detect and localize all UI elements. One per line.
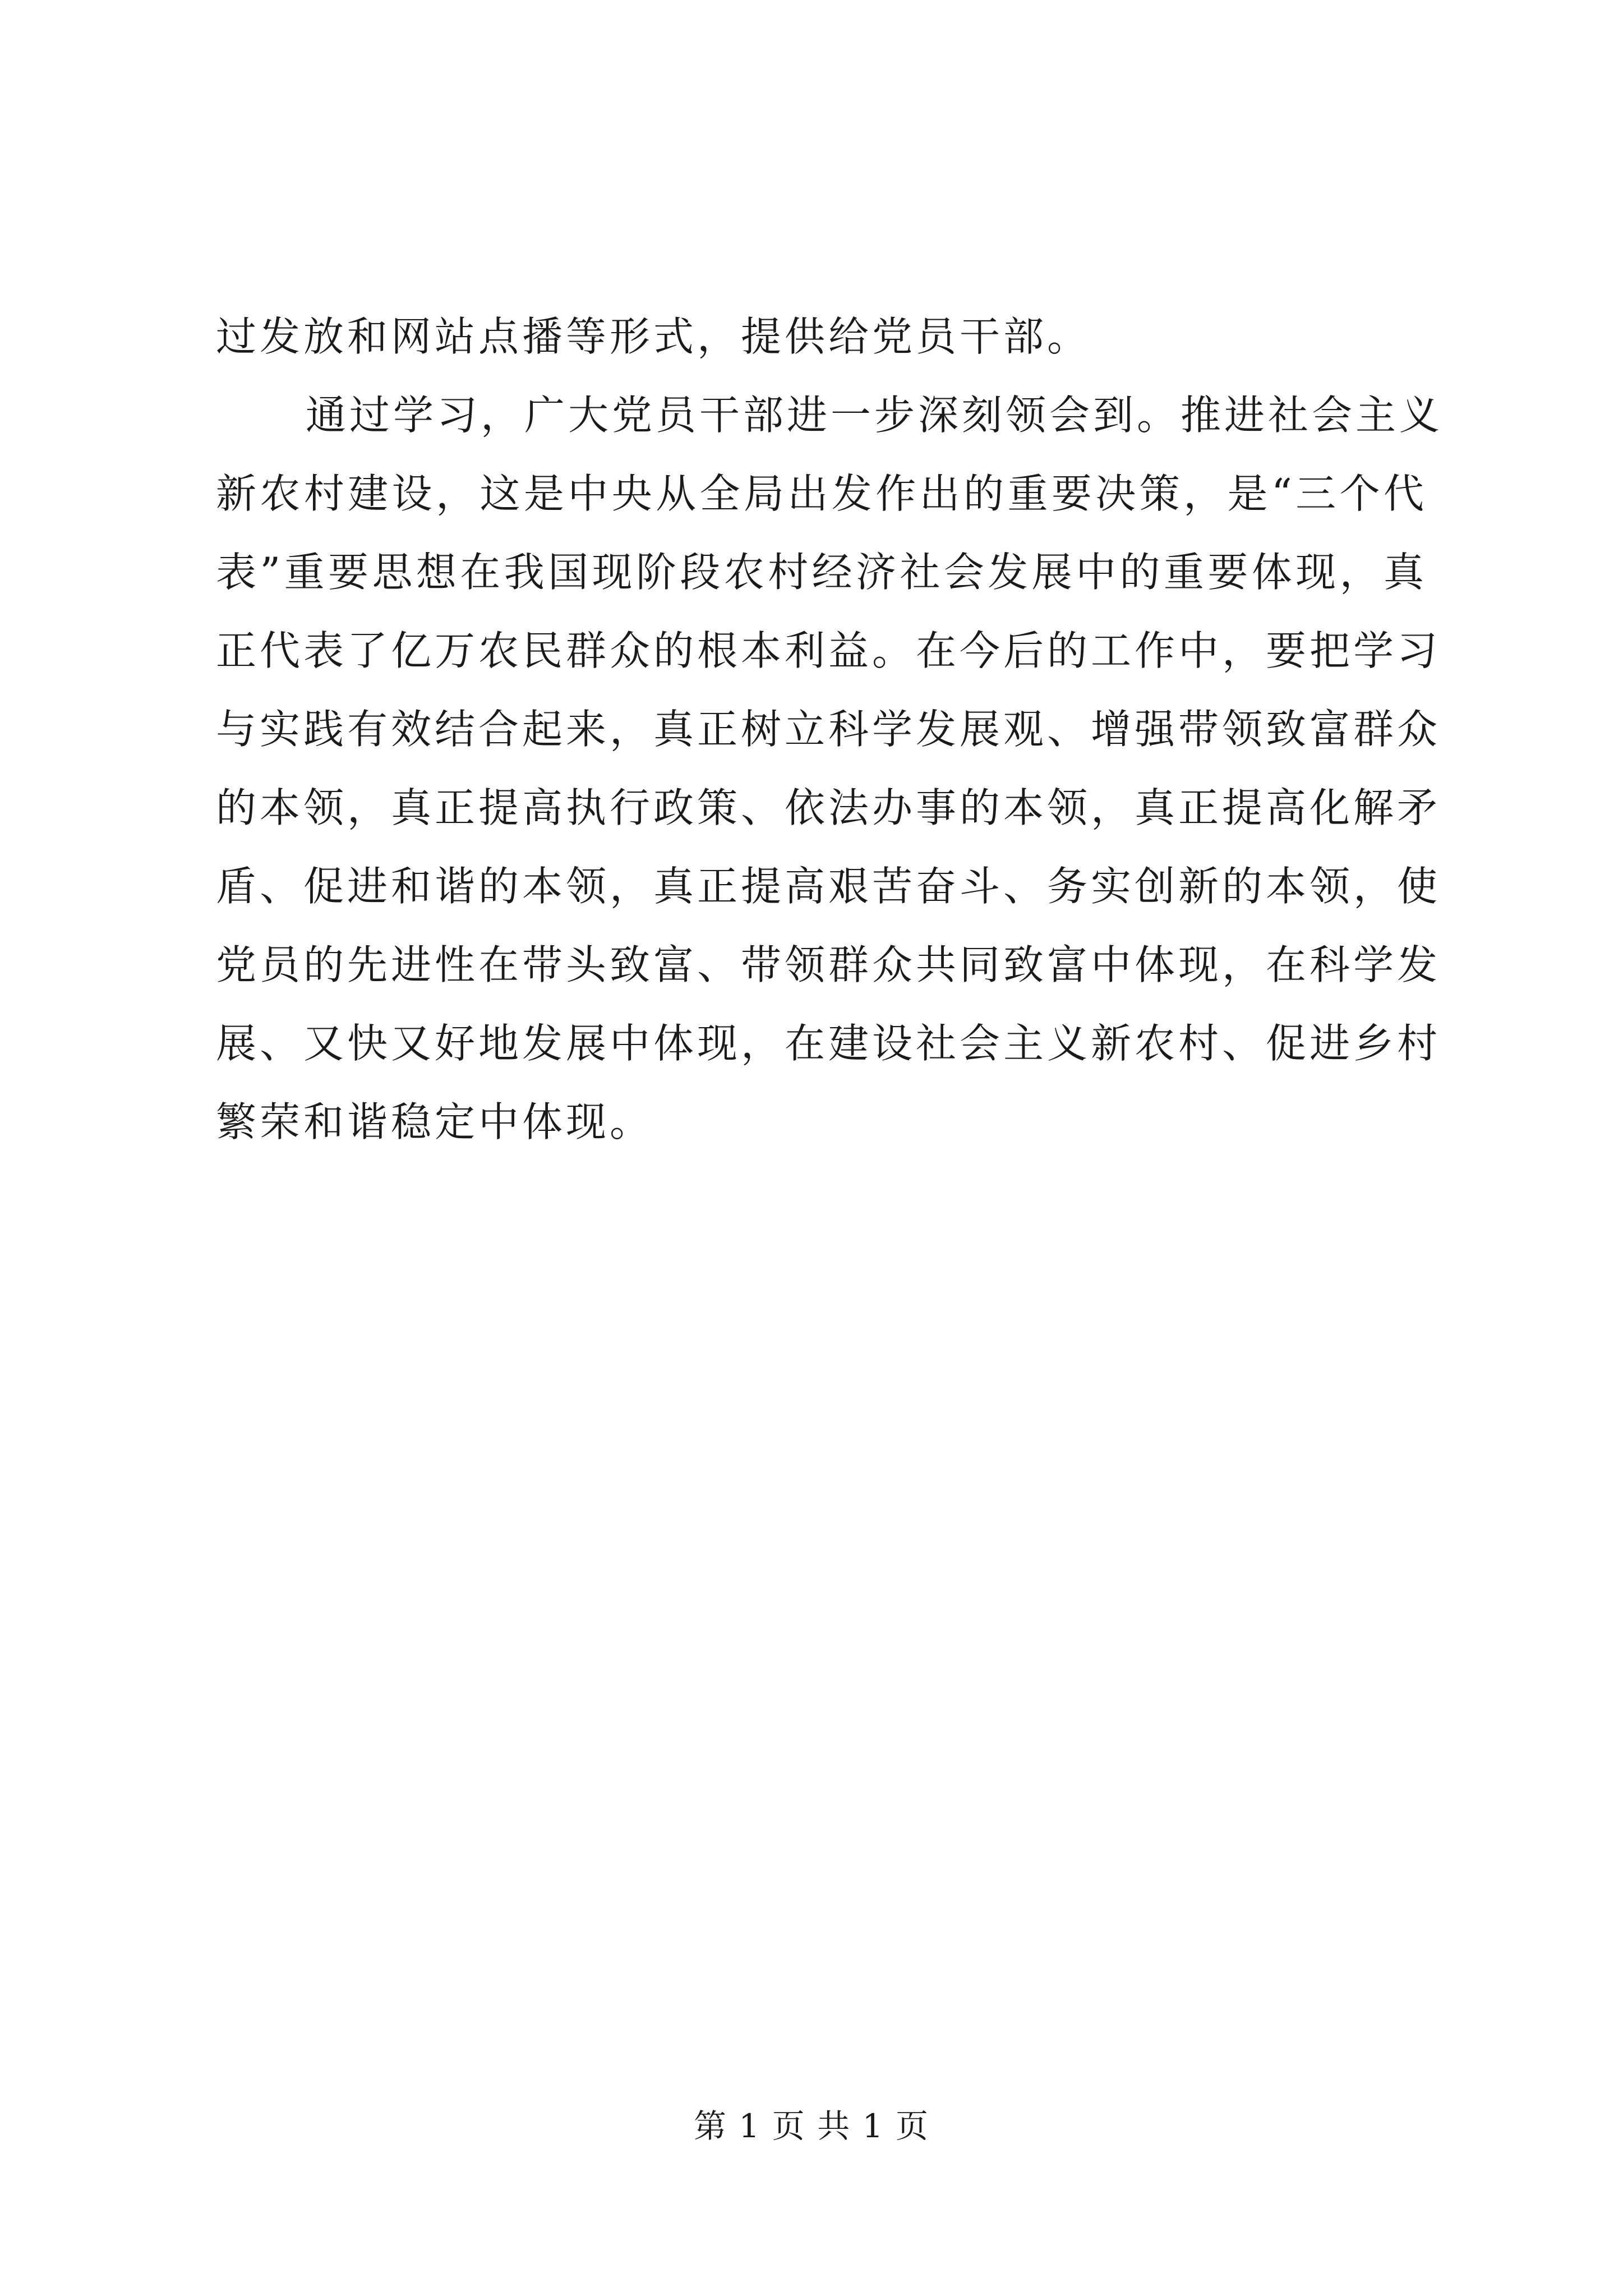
page-footer: 第 1 页 共 1 页 [694,2107,929,2145]
paragraph-2-line-10: 繁荣和谐稳定中体现。 [216,1098,654,1145]
paragraph-1-line-1: 过发放和网站点播等形式，提供给党员干部。 [216,313,1091,360]
paragraph-2-line-7: 盾、促进和谐的本领，真正提高艰苦奋斗、务实创新的本领，使 [216,863,1441,910]
paragraph-2-line-3: 表”重要思想在我国现阶段农村经济社会发展中的重要体现，真 [216,549,1427,596]
paragraph-2-line-1: 通过学习，广大党员干部进一步深刻领会到。推进社会主义 [306,392,1444,439]
paragraph-2-line-6: 的本领，真正提高执行政策、依法办事的本领，真正提高化解矛 [216,784,1441,831]
paragraph-2-line-9: 展、又快又好地发展中体现，在建设社会主义新农村、促进乡村 [216,1020,1441,1067]
paragraph-2-line-4: 正代表了亿万农民群众的根本利益。在今后的工作中，要把学习 [216,627,1441,674]
paragraph-2-line-5: 与实践有效结合起来，真正树立科学发展观、增强带领致富群众 [216,706,1441,753]
paragraph-2-line-8: 党员的先进性在带头致富、带领群众共同致富中体现，在科学发 [216,941,1441,988]
paragraph-2-line-2: 新农村建设，这是中央从全局出发作出的重要决策，是“三个代 [216,470,1427,517]
